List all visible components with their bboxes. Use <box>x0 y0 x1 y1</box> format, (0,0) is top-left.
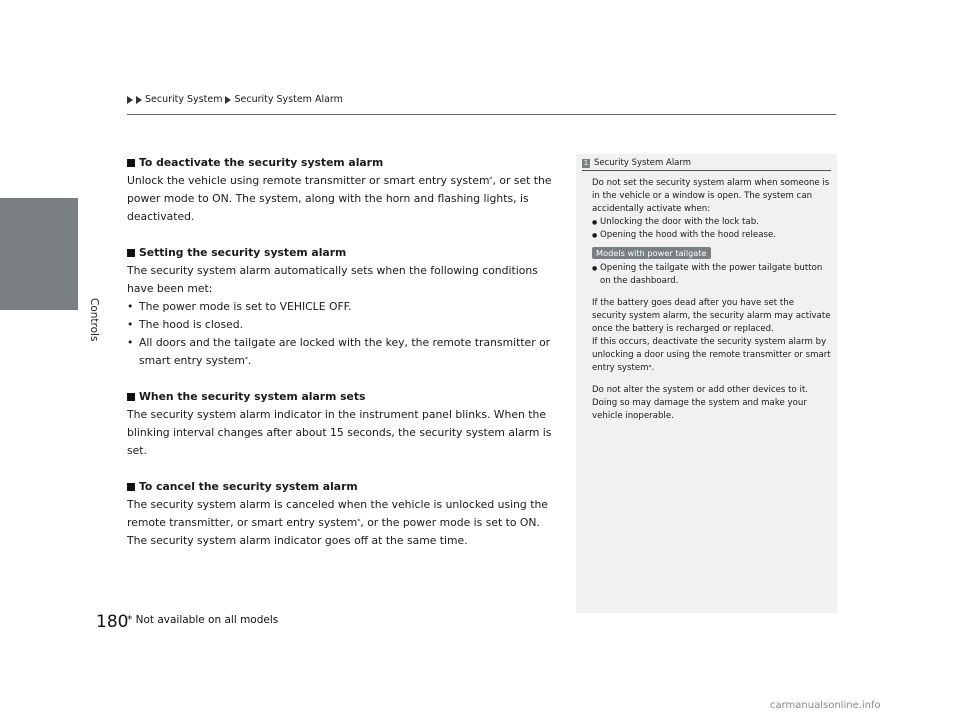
square-bullet-icon <box>127 483 135 491</box>
list-item: • The hood is closed. <box>127 316 559 334</box>
breadcrumb-level2[interactable]: Security System Alarm <box>234 94 343 105</box>
list-item: • The power mode is set to VEHICLE OFF. <box>127 298 559 316</box>
section-text: The security system alarm indicator in the instrument panel blinks. When the blinking interval changes after about 15 seconds, the security system alarm is set. <box>127 408 552 457</box>
watermark: carmanualsonline.info <box>770 700 881 711</box>
header-rule <box>127 114 836 115</box>
note-bullet: ● Opening the hood with the hood release. <box>592 229 831 242</box>
section-cancel <box>127 478 559 550</box>
note-text: If the battery goes dead after you have set the security system alarm, the security alarm may activate once the battery is recharged or replaced. <box>592 298 831 334</box>
breadcrumb-level1[interactable]: Security System <box>145 94 223 105</box>
section-heading: To deactivate the security system alarm <box>127 154 559 172</box>
section-text: Unlock the vehicle using remote transmitter or smart entry system*, or set the power mode to ON. The system, along with the horn and flashing lights, is deactivated. <box>127 174 552 223</box>
asterisk-mark: * <box>357 518 361 525</box>
asterisk-mark: * <box>244 356 248 363</box>
asterisk-mark: * <box>489 176 493 183</box>
note-bullet: ● Unlocking the door with the lock tab. <box>592 216 831 229</box>
section-text: The security system alarm is canceled when the vehicle is unlocked using the remote transmitter, or smart entry system*, or the power mode is set to ON. The security system alarm indicator goes off at the same time. <box>127 498 548 547</box>
note-title: Security System Alarm <box>594 158 692 168</box>
note-text: If this occurs, deactivate the security system alarm by unlocking a door using the remote transmitter or smart entry system*. <box>592 337 831 373</box>
section-alarm-sets <box>127 388 559 460</box>
note-bullet: ● Opening the tailgate with the power tailgate button on the dashboard. <box>592 262 831 288</box>
section-label: Controls <box>88 298 100 342</box>
note-header <box>582 158 831 171</box>
breadcrumb-arrow-icon <box>136 96 142 104</box>
note-text: Do not set the security system alarm when someone is in the vehicle or a window is open. The system can accidentally activate when: <box>592 178 830 214</box>
note-text: Do not alter the system or add other devices to it. Doing so may damage the system and make your vehicle inoperable. <box>592 385 808 421</box>
condition-list <box>127 298 559 370</box>
section-tab-marker <box>0 198 78 310</box>
asterisk-mark: * <box>648 364 652 371</box>
note-number-icon: 1 <box>583 158 589 167</box>
square-bullet-icon <box>127 249 135 257</box>
page-number: 180 <box>96 612 129 632</box>
square-bullet-icon <box>127 393 135 401</box>
section-text: The security system alarm automatically sets when the following conditions have been met: <box>127 264 538 295</box>
note-body <box>576 171 837 423</box>
section-heading: To cancel the security system alarm <box>127 478 559 496</box>
breadcrumb <box>127 94 343 105</box>
note-panel <box>576 154 837 613</box>
main-content <box>127 154 559 568</box>
breadcrumb-arrow-icon <box>127 96 133 104</box>
section-heading: Setting the security system alarm <box>127 244 559 262</box>
models-badge: Models with power tailgate <box>592 247 711 259</box>
section-setting <box>127 244 559 370</box>
section-heading: When the security system alarm sets <box>127 388 559 406</box>
list-item: • All doors and the tailgate are locked with the key, the remote transmitter or smart entry system*. <box>127 334 559 370</box>
footnote: * Not available on all models <box>127 614 279 626</box>
breadcrumb-arrow-icon <box>225 96 231 104</box>
section-deactivate <box>127 154 559 226</box>
square-bullet-icon <box>127 159 135 167</box>
